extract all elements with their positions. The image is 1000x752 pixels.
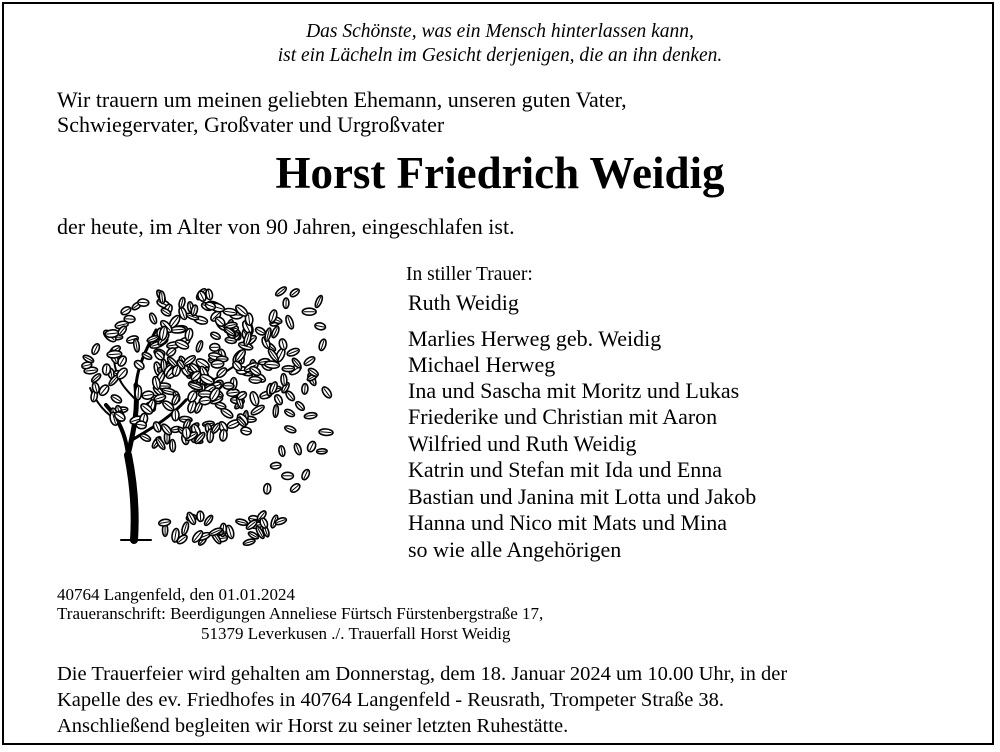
funeral-info-line-2: Kapelle des ev. Friedhofes in 40764 Langenfeld - Reusrath, Trompeter Straße 38. — [57, 689, 725, 711]
intro-line-2: Schwiegervater, Großvater und Urgroßvater — [57, 112, 445, 137]
mourner-name: Bastian und Janina mit Lotta und Jakob — [408, 484, 757, 509]
leaf-vein — [138, 387, 139, 398]
quote-line-1: Das Schönste, was ein Mensch hinterlassen kann, — [306, 21, 694, 42]
leaf-vein — [125, 319, 134, 320]
mourner-name: Katrin und Stefan mit Ida und Enna — [408, 457, 723, 482]
mourner-name: Hanna und Nico mit Mats und Mina — [408, 510, 727, 535]
leaf-vein — [210, 430, 211, 441]
leaf-vein — [305, 385, 306, 393]
place-and-date: 40764 Langenfeld, den 01.01.2024 — [57, 585, 295, 604]
mourner-name: Ruth Weidig — [408, 290, 519, 315]
mourner-name: Marlies Herweg geb. Weidig — [408, 326, 662, 351]
deceased-name: Horst Friedrich Weidig — [275, 148, 725, 198]
leaf-vein — [164, 361, 165, 371]
leaf-vein — [200, 512, 201, 520]
leaf-vein — [251, 380, 261, 381]
funeral-info-line-3: Anschließend begleiten wir Horst zu seiner letzten Ruhestätte. — [57, 715, 569, 737]
mourning-address-line-2: 51379 Leverkusen ./. Trauerfall Horst Weidig — [201, 624, 511, 643]
mourner-name: Wilfried und Ruth Weidig — [408, 431, 637, 456]
funeral-info-line-1: Die Trauerfeier wird gehalten am Donnerstag, dem 18. Januar 2024 um 10.00 Uhr, in der — [57, 663, 788, 685]
mourning-address-line-1: Traueranschrift: Beerdigungen Anneliese Fürtsch Fürstenbergstraße 17, — [57, 604, 544, 623]
mourner-name: so wie alle Angehörigen — [408, 537, 622, 562]
age-statement: der heute, im Alter von 90 Jahren, eingeschlafen ist. — [57, 214, 515, 239]
leaf-vein — [172, 441, 173, 451]
leaf-vein — [213, 364, 223, 365]
mourning-label: In stiller Trauer: — [406, 264, 533, 285]
quote-line-2: ist ein Lächeln im Gesicht derjenigen, die an ihn denken. — [277, 45, 723, 66]
mourner-name: Friederike und Christian mit Aaron — [408, 404, 718, 429]
intro-line-1: Wir trauern um meinen geliebten Ehemann, unseren guten Vater, — [57, 87, 627, 112]
mourner-name: Michael Herweg — [408, 352, 556, 377]
leaf-vein — [139, 302, 148, 303]
mourner-name: Ina und Sascha mit Moritz und Lukas — [408, 378, 740, 403]
tree-with-falling-leaves-icon — [76, 270, 338, 560]
